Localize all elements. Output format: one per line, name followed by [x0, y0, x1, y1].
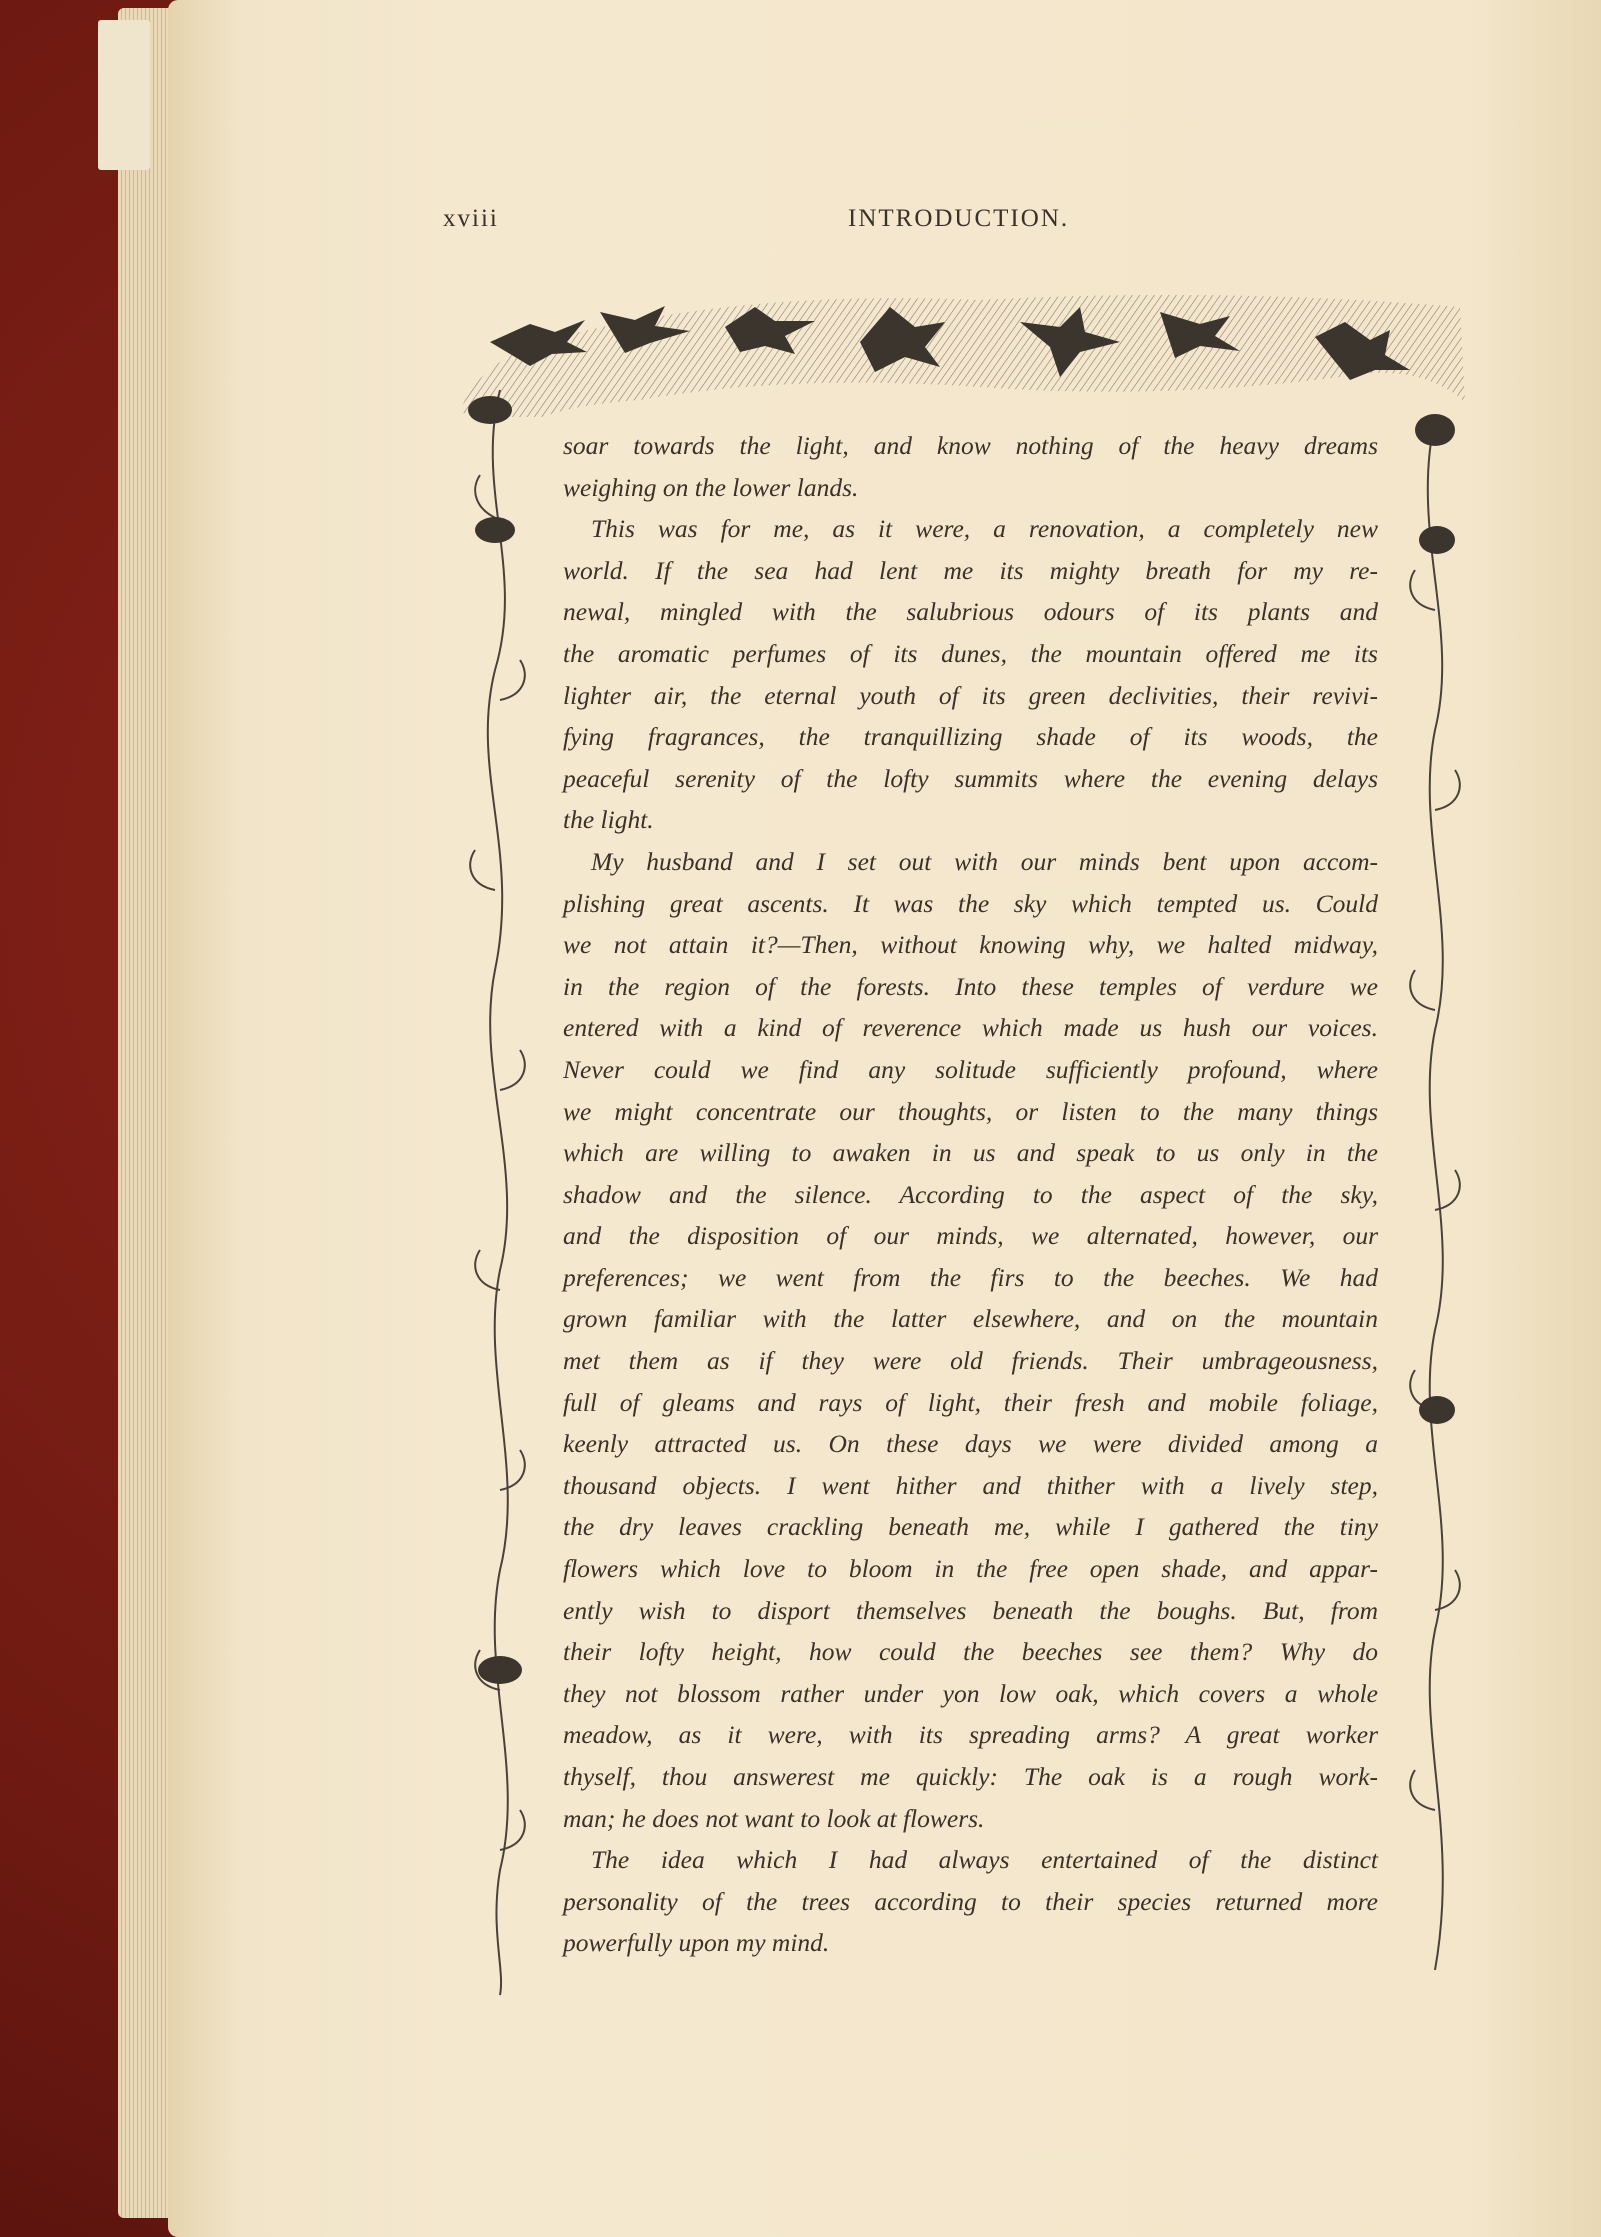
text-line: the light.: [563, 805, 654, 835]
text-line: thousand objects. I went hither and thither with a lively step,: [563, 1470, 1378, 1500]
text-line: newal, mingled with the salubrious odours of its plants and: [563, 597, 1378, 627]
text-line: world. If the sea had lent me its mighty breath for my re-: [563, 555, 1378, 585]
text-line: full of gleams and rays of light, their fresh and mobile foliage,: [563, 1387, 1378, 1417]
text-line: This was for me, as it were, a renovation, a completely new: [591, 514, 1378, 544]
cover-label: [98, 20, 150, 170]
text-line: weighing on the lower lands.: [563, 472, 859, 502]
text-line: the aromatic perfumes of its dunes, the mountain offered me its: [563, 638, 1378, 668]
running-head: [0, 205, 1601, 245]
text-line: grown familiar with the latter elsewhere, and on the mountain: [563, 1304, 1378, 1334]
text-line: flowers which love to bloom in the free open shade, and appar-: [563, 1554, 1378, 1584]
text-line: entered with a kind of reverence which made us hush our voices.: [563, 1013, 1378, 1043]
text-line: met them as if they were old friends. Their umbrageousness,: [563, 1346, 1378, 1376]
text-line: thyself, thou answerest me quickly: The oak is a rough work-: [563, 1762, 1378, 1791]
right-floral-border-ornament: [1395, 410, 1480, 1990]
text-line: man; he does not want to look at flowers.: [563, 1803, 985, 1833]
text-line: their lofty height, how could the beeches see them? Why do: [563, 1637, 1378, 1667]
text-line: The idea which I had always entertained of the distinct: [591, 1845, 1378, 1875]
text-line: they not blossom rather under yon low oak, which covers a whole: [563, 1678, 1378, 1708]
text-line: soar towards the light, and know nothing of the heavy dreams: [563, 431, 1378, 460]
text-line: lighter air, the eternal youth of its green declivities, their revivi-: [563, 680, 1378, 710]
birds-vignette-ornament: [460, 282, 1465, 417]
text-line: fying fragrances, the tranquillizing shade of its woods, the: [563, 722, 1378, 752]
text-line: and the disposition of our minds, we alternated, however, our: [563, 1221, 1378, 1251]
text-line: personality of the trees according to their species returned more: [563, 1886, 1378, 1916]
left-floral-border-ornament: [455, 370, 550, 2000]
text-line: ently wish to disport themselves beneath the boughs. But, from: [563, 1595, 1378, 1625]
text-line: shadow and the silence. According to the aspect of the sky,: [563, 1179, 1378, 1209]
text-line: plishing great ascents. It was the sky which tempted us. Could: [563, 888, 1378, 918]
text-line: My husband and I set out with our minds bent upon accom-: [591, 846, 1378, 876]
text-line: Never could we find any solitude sufficiently profound, where: [563, 1054, 1378, 1084]
text-line: in the region of the forests. Into these temples of verdure we: [563, 971, 1378, 1001]
text-line: we might concentrate our thoughts, or listen to the many things: [563, 1096, 1378, 1126]
text-line: powerfully upon my mind.: [563, 1928, 830, 1958]
body-text: [563, 425, 1378, 1964]
text-line: keenly attracted us. On these days we were divided among a: [563, 1429, 1378, 1459]
page-number: xviii: [443, 205, 499, 232]
text-line: meadow, as it were, with its spreading arms? A great worker: [563, 1720, 1378, 1750]
text-line: we not attain it?—Then, without knowing why, we halted midway,: [563, 930, 1378, 960]
text-line: which are willing to awaken in us and speak to us only in the: [563, 1138, 1378, 1168]
text-line: preferences; we went from the firs to the beeches. We had: [563, 1262, 1378, 1292]
text-line: the dry leaves crackling beneath me, while I gathered the tiny: [563, 1512, 1378, 1542]
text-line: peaceful serenity of the lofty summits where the evening delays: [563, 763, 1378, 793]
running-title: INTRODUCTION.: [848, 205, 1070, 232]
